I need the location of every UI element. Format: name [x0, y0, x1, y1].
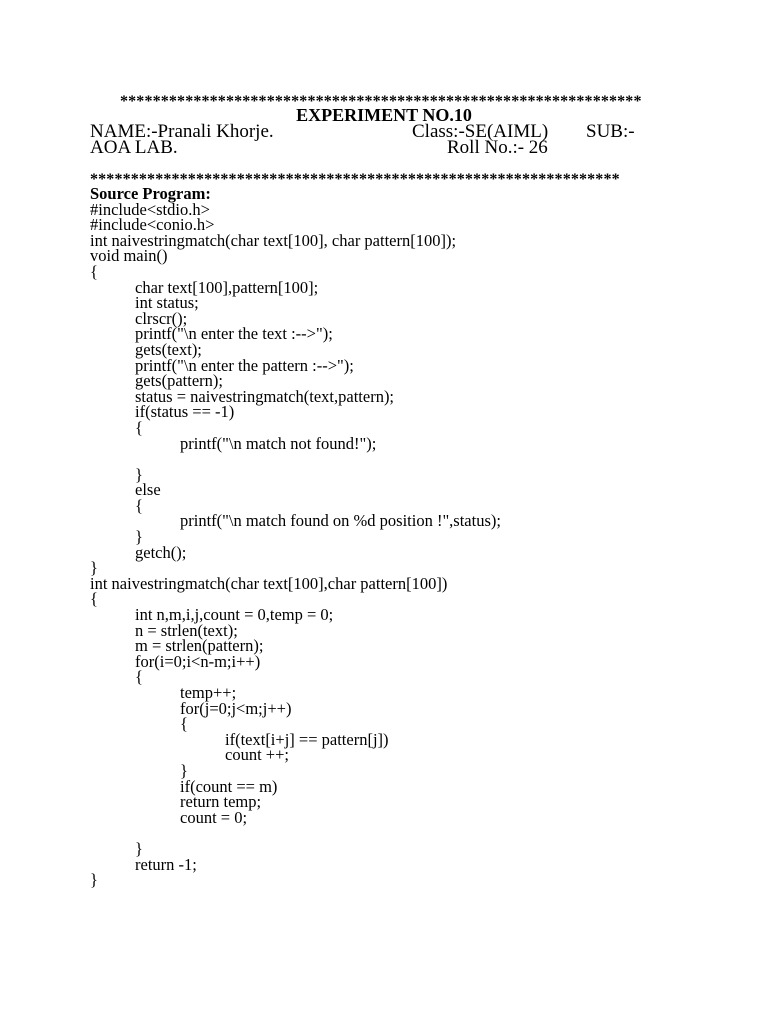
code-line: int status;	[135, 293, 199, 313]
blank-line	[90, 825, 750, 841]
roll-number: Roll No.:- 26	[447, 137, 548, 158]
code-line: count ++;	[225, 745, 289, 765]
top-star-divider: ****************************************************************	[120, 93, 642, 110]
code-line: temp++;	[180, 683, 237, 702]
code-line: int n,m,i,j,count = 0,temp = 0;	[135, 605, 334, 625]
code-line: {	[135, 667, 143, 687]
code-line: #include<stdio.h>	[90, 199, 210, 219]
code-line: if(status == -1)	[135, 402, 235, 422]
code-line: }	[135, 838, 143, 858]
code-line: }	[135, 527, 143, 547]
code-line: int naivestringmatch(char text[100],char pattern[100])	[90, 573, 448, 593]
code-line: getch();	[135, 542, 187, 562]
code-line: {	[90, 589, 98, 609]
code-line: clrscr();	[135, 308, 188, 328]
experiment-title: EXPERIMENT NO.10	[296, 105, 472, 125]
code-line: printf("\n match found on %d position !",status);	[180, 511, 501, 531]
code-line: m = strlen(pattern);	[135, 636, 264, 656]
code-line: int naivestringmatch(char text[100], char pattern[100]);	[90, 230, 457, 250]
code-line: else	[135, 480, 161, 500]
code-line: printf("\n enter the pattern :-->");	[135, 355, 354, 375]
source-program-block	[90, 186, 750, 888]
code-line: }	[90, 870, 98, 890]
bottom-star-divider: *****************************************************************	[90, 171, 620, 188]
code-line: }	[135, 464, 143, 484]
code-line: {	[135, 417, 143, 437]
code-line: {	[180, 714, 188, 734]
code-line: printf("\n match not found!");	[180, 433, 377, 453]
code-line: return temp;	[180, 792, 262, 812]
code-line: void main()	[90, 246, 168, 266]
code-line: n = strlen(text);	[135, 620, 238, 640]
code-line: char text[100],pattern[100];	[135, 277, 319, 297]
source-program-heading: Source Program:	[90, 184, 211, 203]
code-line: }	[90, 558, 98, 578]
subject-label: SUB:-	[586, 121, 635, 142]
code-line: for(j=0;j<m;j++)	[180, 698, 292, 718]
code-line: if(text[i+j] == pattern[j])	[225, 729, 389, 749]
code-line: if(count == m)	[180, 776, 278, 796]
code-line: {	[135, 495, 143, 515]
student-name: NAME:-Pranali Khorje.	[90, 121, 274, 142]
code-line: count = 0;	[180, 807, 248, 827]
code-line: printf("\n enter the text :-->");	[135, 324, 333, 344]
code-line: #include<conio.h>	[90, 215, 215, 235]
class-label: Class:-SE(AIML)	[412, 121, 549, 142]
blank-line	[90, 451, 750, 467]
code-line: status = naivestringmatch(text,pattern);	[135, 386, 395, 406]
code-line: {	[90, 261, 98, 281]
code-line: }	[180, 760, 188, 780]
code-line: return -1;	[135, 854, 197, 874]
code-line: for(i=0;i<n-m;i++)	[135, 651, 261, 671]
code-line: gets(text);	[135, 339, 202, 359]
lab-label: AOA LAB.	[90, 137, 178, 158]
code-line: gets(pattern);	[135, 371, 223, 391]
